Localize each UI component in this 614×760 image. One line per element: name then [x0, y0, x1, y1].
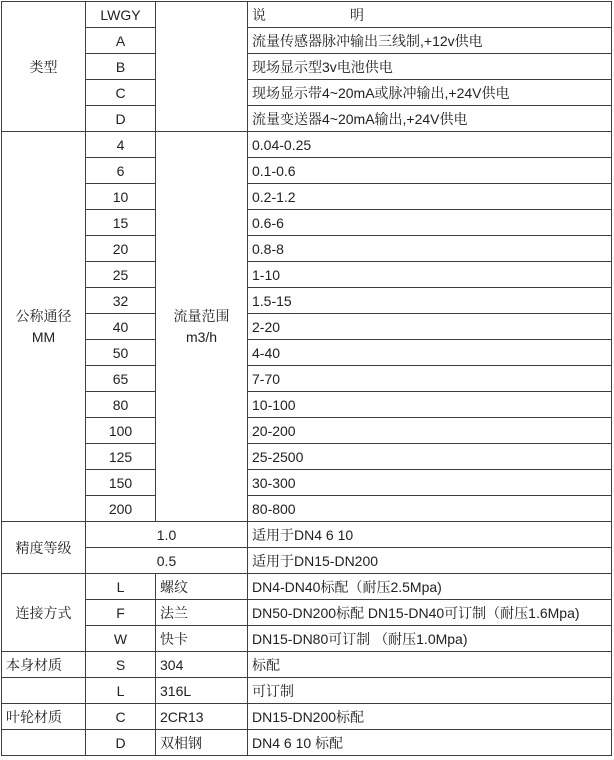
cell-dn-value: 125 — [86, 444, 156, 470]
cell-dn-value: 6 — [86, 158, 156, 184]
cell-dn-value: 32 — [86, 288, 156, 314]
cell-accuracy-class: 0.5 — [86, 548, 248, 574]
cell-dn-value: 50 — [86, 340, 156, 366]
cell-accuracy-class: 1.0 — [86, 522, 248, 548]
table-row — [2, 210, 612, 236]
cell-desc-header: 说 明 — [248, 2, 612, 28]
cell-diameter-section-label — [2, 132, 86, 522]
cell-type-section-label: 类型 — [2, 2, 86, 132]
cell-flow-range-value: 10-100 — [248, 392, 612, 418]
cell-type-code: B — [86, 54, 156, 80]
cell-flow-range-value: 80-800 — [248, 496, 612, 522]
cell-type-desc: 现场显示带4~20mA或脉冲输出,+24V供电 — [248, 80, 612, 106]
cell-impeller-material-section-label: 叶轮材质 — [2, 704, 86, 730]
cell-type-code: A — [86, 28, 156, 54]
cell-connection-name: 螺纹 — [156, 574, 248, 600]
cell-flow-range-value: 20-200 — [248, 418, 612, 444]
cell-dn-value: 65 — [86, 366, 156, 392]
cell-empty — [2, 730, 86, 756]
table-row — [2, 236, 612, 262]
cell-dn-value: 100 — [86, 418, 156, 444]
cell-flow-range-value: 2-20 — [248, 314, 612, 340]
cell-dn-value: 200 — [86, 496, 156, 522]
cell-flow-range-value: 4-40 — [248, 340, 612, 366]
cell-type-desc: 流量变送器4~20mA输出,+24V供电 — [248, 106, 612, 132]
cell-accuracy-desc: 适用于DN4 6 10 — [248, 522, 612, 548]
table-row — [2, 548, 612, 574]
table-row — [2, 184, 612, 210]
cell-connection-desc: DN4-DN40标配（耐压2.5Mpa) — [248, 574, 612, 600]
table-row — [2, 496, 612, 522]
cell-material-name: 316L — [156, 678, 248, 704]
cell-connection-section-label: 连接方式 — [2, 574, 86, 652]
cell-flow-range-value: 25-2500 — [248, 444, 612, 470]
table-row — [2, 158, 612, 184]
cell-flow-range-value: 0.6-6 — [248, 210, 612, 236]
cell-type-spacer — [156, 2, 248, 132]
table-row — [2, 132, 612, 158]
cell-type-code: D — [86, 106, 156, 132]
cell-material-desc: 标配 — [248, 652, 612, 678]
table-row — [2, 340, 612, 366]
cell-dn-value: 150 — [86, 470, 156, 496]
cell-flow-range-value: 7-70 — [248, 366, 612, 392]
table-row — [2, 288, 612, 314]
table-row — [2, 574, 612, 600]
cell-connection-name: 法兰 — [156, 600, 248, 626]
cell-body-material-section-label: 本身材质 — [2, 652, 86, 678]
cell-dn-value: 20 — [86, 236, 156, 262]
cell-type-desc: 流量传感器脉冲输出三线制,+12v供电 — [248, 28, 612, 54]
cell-connection-code: L — [86, 574, 156, 600]
cell-flow-range-value: 1-10 — [248, 262, 612, 288]
table-row — [2, 444, 612, 470]
diameter-label-line2: MM — [31, 328, 56, 345]
table-row — [2, 652, 612, 678]
cell-dn-value: 25 — [86, 262, 156, 288]
cell-connection-desc: DN15-DN80可订制 （耐压1.0Mpa) — [248, 626, 612, 652]
cell-flow-range-value: 0.1-0.6 — [248, 158, 612, 184]
cell-material-desc: 可订制 — [248, 678, 612, 704]
cell-material-name: 双相钢 — [156, 730, 248, 756]
flow-range-label-line1: 流量范围 — [173, 308, 230, 325]
cell-flow-range-value: 0.2-1.2 — [248, 184, 612, 210]
table-row — [2, 418, 612, 444]
cell-type-desc: 现场显示型3v电池供电 — [248, 54, 612, 80]
cell-material-code: L — [86, 678, 156, 704]
cell-material-desc: DN4 6 10 标配 — [248, 730, 612, 756]
table-row — [2, 600, 612, 626]
cell-accuracy-desc: 适用于DN15-DN200 — [248, 548, 612, 574]
cell-material-code: S — [86, 652, 156, 678]
cell-empty — [2, 678, 86, 704]
cell-dn-value: 80 — [86, 392, 156, 418]
table-row — [2, 392, 612, 418]
cell-flow-range-value: 0.04-0.25 — [248, 132, 612, 158]
cell-connection-desc: DN50-DN200标配 DN15-DN40可订制（耐压1.6Mpa) — [248, 600, 612, 626]
cell-material-code: D — [86, 730, 156, 756]
table-row — [2, 366, 612, 392]
cell-accuracy-section-label: 精度等级 — [2, 522, 86, 574]
cell-flow-range-value: 30-300 — [248, 470, 612, 496]
cell-connection-name: 快卡 — [156, 626, 248, 652]
table-row — [2, 522, 612, 548]
cell-flow-range-value: 0.8-8 — [248, 236, 612, 262]
cell-connection-code: W — [86, 626, 156, 652]
table-row — [2, 28, 612, 54]
diameter-label-line1: 公称通径 — [15, 308, 72, 325]
cell-material-name: 2CR13 — [156, 704, 248, 730]
cell-material-name: 304 — [156, 652, 248, 678]
table-row — [2, 262, 612, 288]
cell-material-code: C — [86, 704, 156, 730]
cell-dn-value: 4 — [86, 132, 156, 158]
table-row — [2, 106, 612, 132]
cell-flow-range-label — [156, 132, 248, 522]
table-row — [2, 314, 612, 340]
table-row — [2, 678, 612, 704]
table-row — [2, 54, 612, 80]
cell-material-desc: DN15-DN200标配 — [248, 704, 612, 730]
table-row — [2, 470, 612, 496]
table-row — [2, 626, 612, 652]
table-row — [2, 2, 612, 28]
spec-table — [1, 1, 612, 756]
cell-dn-value: 10 — [86, 184, 156, 210]
flow-range-label-line2: m3/h — [185, 328, 218, 345]
cell-dn-value: 40 — [86, 314, 156, 340]
table-row — [2, 80, 612, 106]
table-row — [2, 704, 612, 730]
table-row — [2, 730, 612, 756]
cell-flow-range-value: 1.5-15 — [248, 288, 612, 314]
cell-dn-value: 15 — [86, 210, 156, 236]
cell-type-code: C — [86, 80, 156, 106]
cell-connection-code: F — [86, 600, 156, 626]
cell-lwgy-header: LWGY — [86, 2, 156, 28]
